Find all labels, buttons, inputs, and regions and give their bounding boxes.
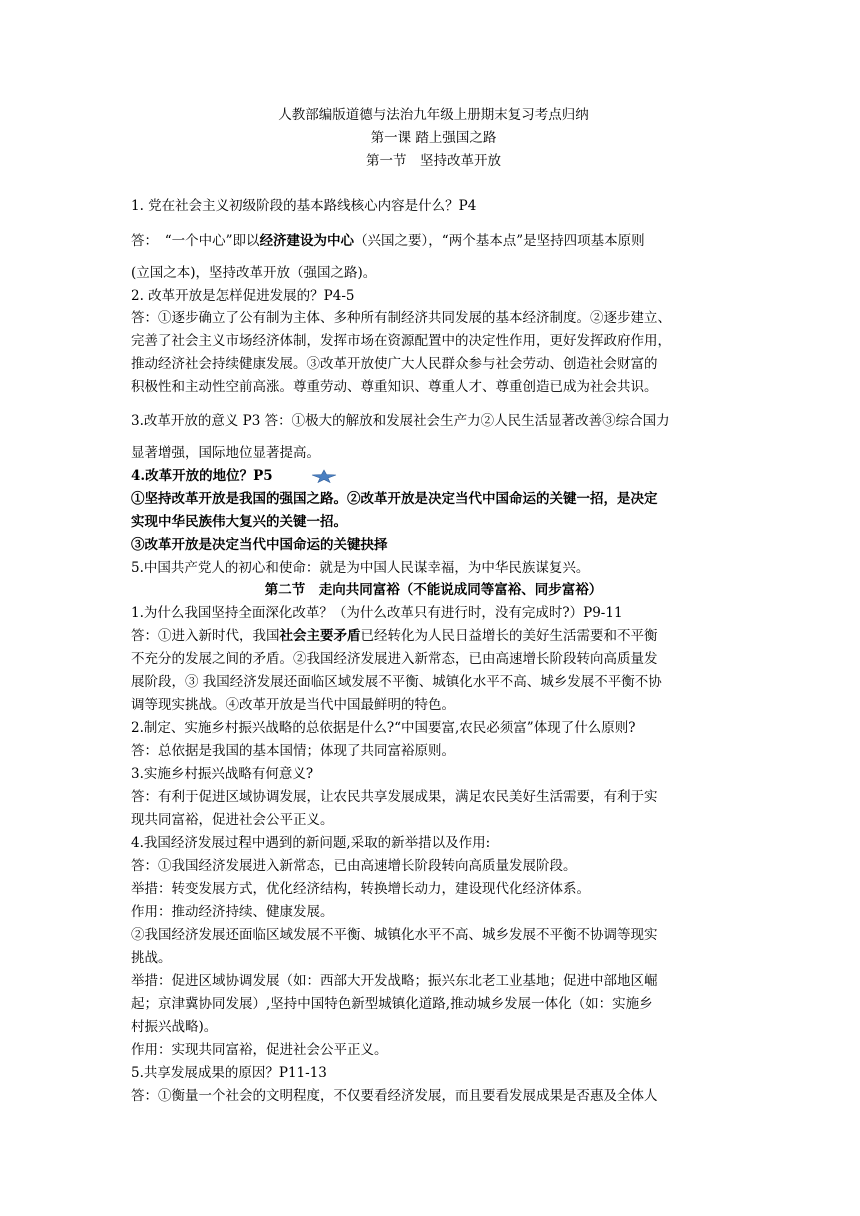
question-3-line-1: 3.改革开放的意义 P3 答：①极大的解放和发展社会生产力②人民生活显著改善③综合国力 <box>131 413 670 429</box>
question-3-line-2: 显著增强，国际地位显著提高。 <box>131 445 320 461</box>
s2-answer-5-line-1: 答：①衡量一个社会的文明程度，不仅要看经济发展，而且要看发展成果是否惠及全体人 <box>131 1088 658 1104</box>
s2-answer-2: 答：总依据是我国的基本国情；体现了共同富裕原则。 <box>131 743 455 759</box>
s2-answer-4-line-1: 答：①我国经济发展进入新常态，已由高速增长阶段转向高质量发展阶段。 <box>131 858 577 874</box>
answer-2-line-4: 积极性和主动性空前高涨。尊重劳动、尊重知识、尊重人才、尊重创造已成为社会共识。 <box>131 379 658 395</box>
question-1: 1. 党在社会主义初级阶段的基本路线核心内容是什么？P4 <box>131 198 477 214</box>
answer-1-line-1: 答： “一个中心”即以经济建设为中心（兴国之要），“两个基本点”是坚持四项基本原则 <box>131 233 645 249</box>
s2-answer-4-line-8: 村振兴战略)。 <box>131 1019 218 1035</box>
s2-question-1: 1.为什么我国坚持全面深化改革？（为什么改革只有进行时，没有完成时?）P9-11 <box>131 605 623 621</box>
s2-answer-3-line-2: 现共同富裕，促进社会公平正义。 <box>131 812 334 828</box>
s2-answer-4-line-2: 举措：转变发展方式，优化经济结构，转换增长动力，建设现代化经济体系。 <box>131 881 590 897</box>
s2-answer-1-line-4: 调等现实挑战。④改革开放是当代中国最鲜明的特色。 <box>131 697 455 713</box>
s2-answer-4-line-5: 挑战。 <box>131 950 172 966</box>
question-5: 5.中国共产党人的初心和使命：就是为中国人民谋幸福，为中华民族谋复兴。 <box>131 560 590 576</box>
answer-2-line-3: 推动经济社会持续健康发展。③改革开放使广大人民群众参与社会劳动、创造社会财富的 <box>131 356 658 372</box>
section-heading-1: 第一节 坚持改革开放 <box>366 153 501 169</box>
s2-question-4: 4.我国经济发展过程中遇到的新问题,采取的新举措以及作用: <box>131 835 491 851</box>
answer-4-line-2: 实现中华民族伟大复兴的关键一招。 <box>131 514 347 530</box>
answer-2-line-1: 答：①逐步确立了公有制为主体、多种所有制经济共同发展的基本经济制度。②逐步建立、 <box>131 310 671 326</box>
section-heading-2: 第二节 走向共同富裕（不能说成同等富裕、同步富裕） <box>264 582 603 598</box>
answer-4-line-1: ①坚持改革开放是我国的强国之路。②改革开放是决定当代中国命运的关键一招，是决定 <box>131 491 658 507</box>
question-4: 4.改革开放的地位？P5 <box>131 468 273 484</box>
s2-question-5: 5.共享发展成果的原因？P11-13 <box>131 1065 327 1081</box>
s2-answer-1-line-1: 答：①进入新时代，我国社会主要矛盾已经转化为人民日益增长的美好生活需要和不平衡 <box>131 628 658 644</box>
s2-answer-4-line-4: ②我国经济发展还面临区域发展不平衡、城镇化水平不高、城乡发展不平衡不协调等现实 <box>131 927 658 943</box>
s2-answer-4-line-7: 起；京津冀协同发展）,坚持中国特色新型城镇化道路,推动城乡发展一体化（如：实施乡 <box>131 996 653 1012</box>
s2-question-3: 3.实施乡村振兴战略有何意义? <box>131 766 314 782</box>
lesson-heading: 第一课 踏上强国之路 <box>370 130 497 146</box>
s2-answer-4-line-9: 作用：实现共同富裕，促进社会公平正义。 <box>131 1042 388 1058</box>
answer-1-line-2: (立国之本)，坚持改革开放（强国之路)。 <box>131 265 377 281</box>
s2-answer-1-line-2: 不充分的发展之间的矛盾。②我国经济发展进入新常态，已由高速增长阶段转向高质量发 <box>131 651 658 667</box>
answer-2-line-2: 完善了社会主义市场经济体制，发挥市场在资源配置中的决定性作用，更好发挥政府作用， <box>131 333 671 349</box>
answer-4-line-3: ③改革开放是决定当代中国命运的关键抉择 <box>131 537 388 553</box>
s2-answer-1-line-3: 展阶段，③ 我国经济发展还面临区域发展不平衡、城镇化水平不高、城乡发展不平衡不协 <box>131 674 662 690</box>
s2-answer-4-line-3: 作用：推动经济持续、健康发展。 <box>131 904 334 920</box>
question-2: 2. 改革开放是怎样促进发展的？P4-5 <box>131 288 355 304</box>
document-title: 人教部编版道德与法治九年级上册期末复习考点归纳 <box>278 107 589 123</box>
star-icon <box>311 469 337 483</box>
s2-answer-3-line-1: 答：有利于促进区域协调发展，让农民共享发展成果，满足农民美好生活需要，有利于实 <box>131 789 658 805</box>
s2-question-2: 2.制定、实施乡村振兴战略的总依据是什么?“中国要富,农民必须富”体现了什么原则? <box>131 720 636 736</box>
s2-answer-4-line-6: 举措：促进区域协调发展（如：西部大开发战略；振兴东北老工业基地；促进中部地区崛 <box>131 973 658 989</box>
